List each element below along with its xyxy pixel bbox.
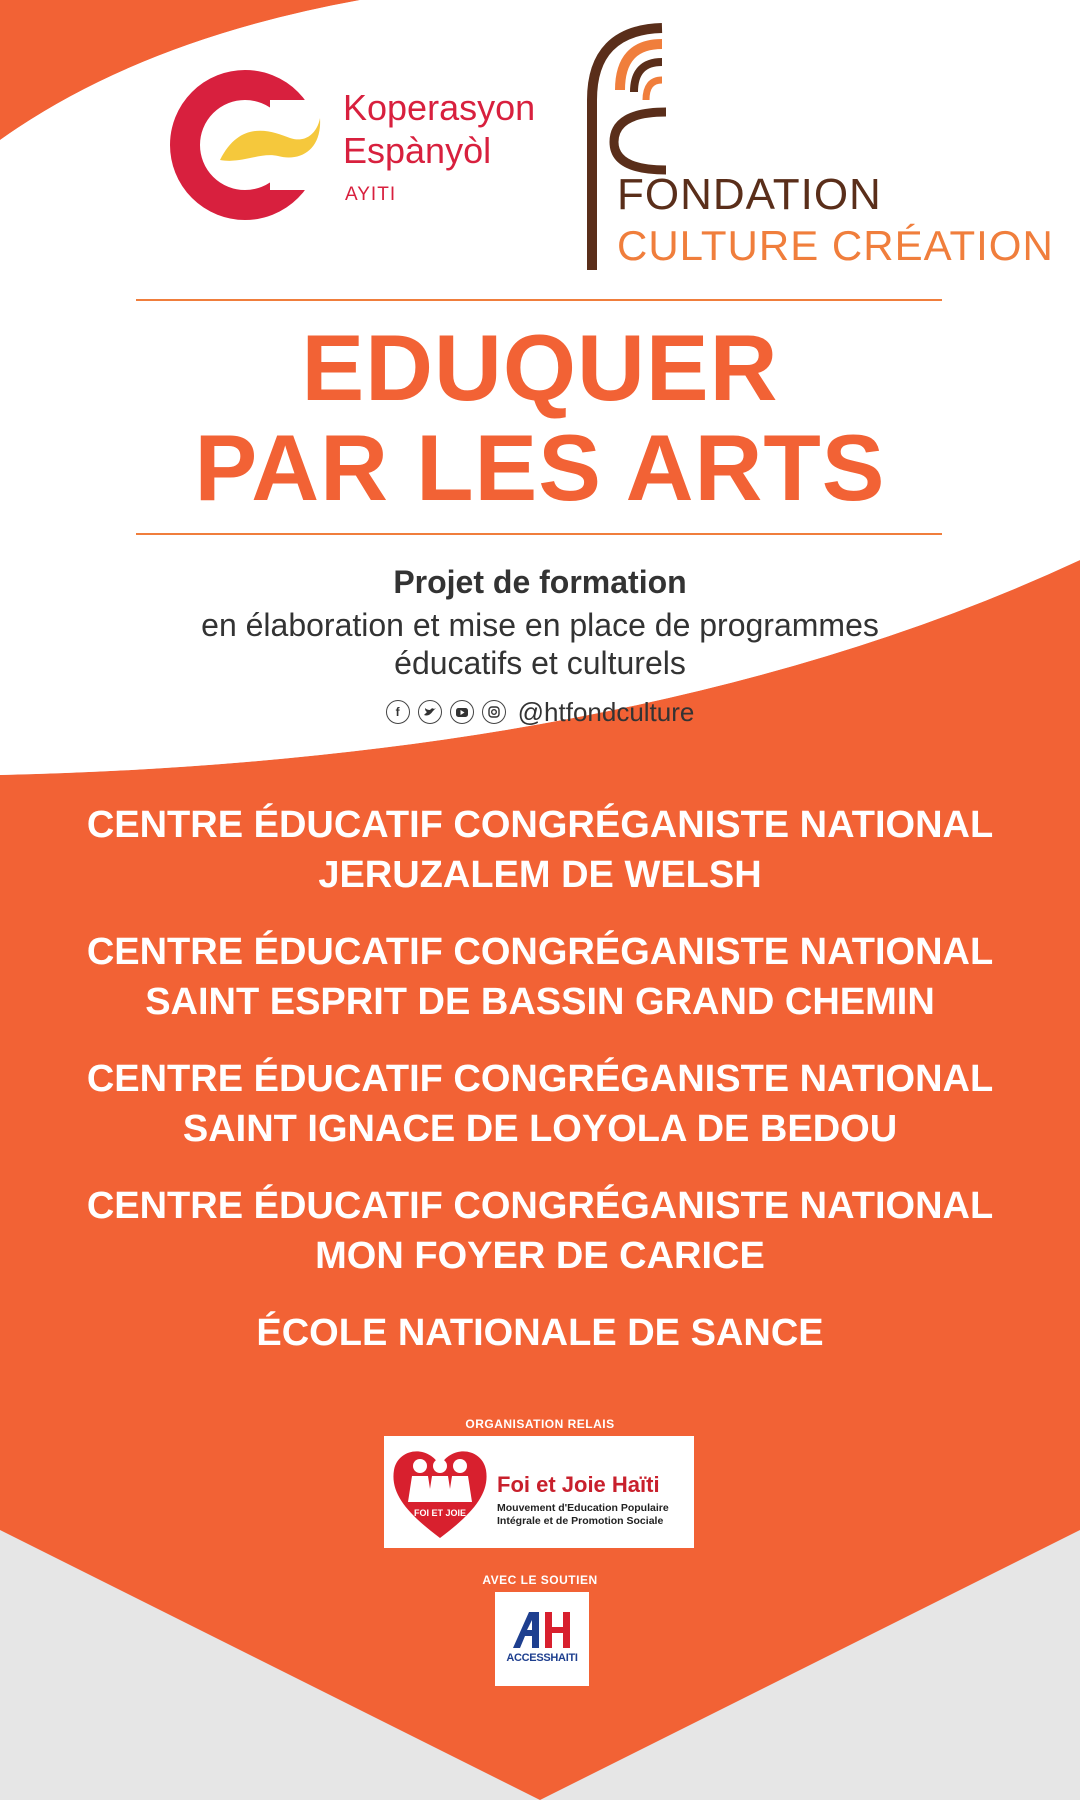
soutien-label: AVEC LE SOUTIEN [482, 1573, 598, 1587]
list-item: ÉCOLE NATIONALE DE SANCE [256, 1312, 824, 1354]
project-description: en élaboration et mise en place de programmes éducatifs et culturels [201, 607, 879, 681]
list-item: CENTRE ÉDUCATIF CONGRÉGANISTE NATIONAL JERUZALEM DE WELSH [86, 804, 994, 896]
project-heading: Projet de formation [393, 564, 687, 600]
heart-children-icon [388, 1440, 492, 1544]
foi-et-joie-logo [384, 1436, 694, 1548]
list-item: CENTRE ÉDUCATIF CONGRÉGANISTE NATIONAL MON FOYER DE CARICE [86, 1185, 994, 1277]
list-item: CENTRE ÉDUCATIF CONGRÉGANISTE NATIONAL SAINT IGNACE DE LOYOLA DE BEDOU [86, 1058, 994, 1150]
social-handle[interactable]: @htfondculture [517, 696, 695, 727]
divider-bottom [136, 533, 942, 535]
access-haiti-name: ACCESSHAITI [506, 1652, 578, 1664]
social-links [0, 696, 1080, 728]
facebook-icon[interactable]: f [386, 700, 410, 724]
school-list [0, 800, 1080, 1385]
divider-top [136, 299, 942, 301]
koperasyon-name: Koperasyon Espànyòl [343, 87, 536, 171]
foi-et-joie-description: Mouvement d'Education Populaire Intégrale et de Promotion Sociale [497, 1502, 669, 1527]
list-item: CENTRE ÉDUCATIF CONGRÉGANISTE NATIONAL SAINT ESPRIT DE BASSIN GRAND CHEMIN [86, 931, 994, 1023]
access-haiti-icon [511, 1608, 573, 1650]
youtube-icon[interactable] [450, 700, 474, 724]
fondation-name-line1: FONDATION [617, 170, 882, 219]
koperasyon-sub: AYITI [345, 184, 397, 205]
access-haiti-logo [495, 1592, 589, 1686]
koperasyon-logo-icon [160, 60, 330, 230]
twitter-icon[interactable] [418, 700, 442, 724]
main-title: EDUQUER PAR LES ARTS [194, 315, 886, 520]
instagram-icon[interactable] [482, 700, 506, 724]
relais-label: ORGANISATION RELAIS [465, 1417, 615, 1431]
foi-et-joie-name: Foi et Joie Haïti [497, 1472, 660, 1497]
svg-text:FOI ET JOIE: FOI ET JOIE [413, 1508, 467, 1518]
fondation-name-line2: CULTURE CRÉATION [617, 222, 1054, 269]
